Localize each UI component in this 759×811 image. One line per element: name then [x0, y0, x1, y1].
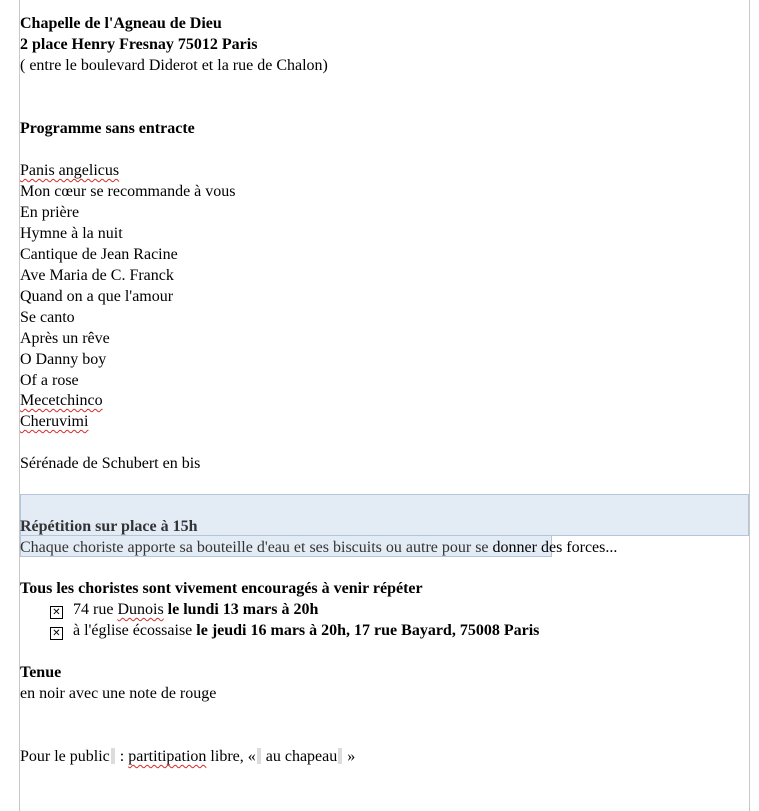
rehearsal-option-1: [50, 599, 318, 620]
song-item: [20, 411, 88, 432]
song-item: Après un rêve: [20, 330, 110, 347]
public-chapeau: au chapeau: [261, 748, 338, 765]
venue-address: 2 place Henry Fresnay 75012 Paris: [20, 36, 258, 53]
song-item: Of a rose: [20, 372, 79, 389]
dress-text: en noir avec une note de rouge: [20, 685, 217, 702]
venue-name: Chapelle de l'Agneau de Dieu: [20, 15, 222, 32]
rehearsal-option-2: [50, 620, 539, 641]
page-margin-right: [749, 0, 750, 811]
option-place: à l'église écossaise: [73, 622, 197, 639]
song-item: Cantique de Jean Racine: [20, 246, 178, 263]
option-address: 74 rue: [73, 601, 118, 618]
encouragement-title: Tous les choristes sont vivement encouragés à venir répéter: [20, 580, 423, 597]
option-street: Dunois: [117, 601, 164, 618]
song-item: Quand on a que l'amour: [20, 288, 174, 305]
song-item: Mon cœur se recommande à vous: [20, 183, 236, 200]
public-libre: libre, «: [206, 748, 256, 765]
public-partitipation: partitipation: [128, 748, 207, 765]
checkbox-icon[interactable]: ✕: [50, 606, 63, 619]
song-title: Mecetchinco: [20, 392, 103, 409]
venue-directions: ( entre le boulevard Diderot et la rue de Chalon): [20, 57, 328, 74]
nbsp-mark: [257, 748, 261, 764]
rehearsal-note-rest: donner des forces...: [488, 539, 618, 556]
public-line: [20, 746, 355, 767]
song-item: Se canto: [20, 309, 75, 326]
song-item: En prière: [20, 204, 80, 221]
public-close: »: [343, 748, 356, 765]
song-title: Cheruvimi: [20, 413, 89, 430]
song-title: Panis angelicus: [20, 162, 120, 179]
nbsp-mark: [111, 748, 115, 764]
rehearsal-title: Répétition sur place à 15h: [20, 518, 198, 535]
song-item: O Danny boy: [20, 351, 107, 368]
programme-title: Programme sans entracte: [20, 120, 195, 137]
rehearsal-note: [20, 537, 617, 558]
encore-line: Sérénade de Schubert en bis: [20, 455, 201, 472]
option-date: le jeudi 16 mars à 20h, 17 rue Bayard, 75008 Paris: [196, 622, 540, 639]
song-item: [20, 390, 103, 411]
dress-title: Tenue: [20, 664, 62, 681]
public-colon: :: [115, 748, 129, 765]
checkbox-icon[interactable]: ✕: [50, 627, 63, 640]
public-prefix: Pour le public: [20, 748, 110, 765]
song-item: [20, 160, 119, 181]
song-item: Ave Maria de C. Franck: [20, 267, 174, 284]
nbsp-mark: [338, 748, 342, 764]
option-date: le lundi 13 mars à 20h: [163, 601, 319, 618]
song-item: Hymne à la nuit: [20, 225, 123, 242]
rehearsal-note-selected: Chaque choriste apporte sa bouteille d'eau et ses biscuits ou autre pour se: [20, 539, 489, 556]
